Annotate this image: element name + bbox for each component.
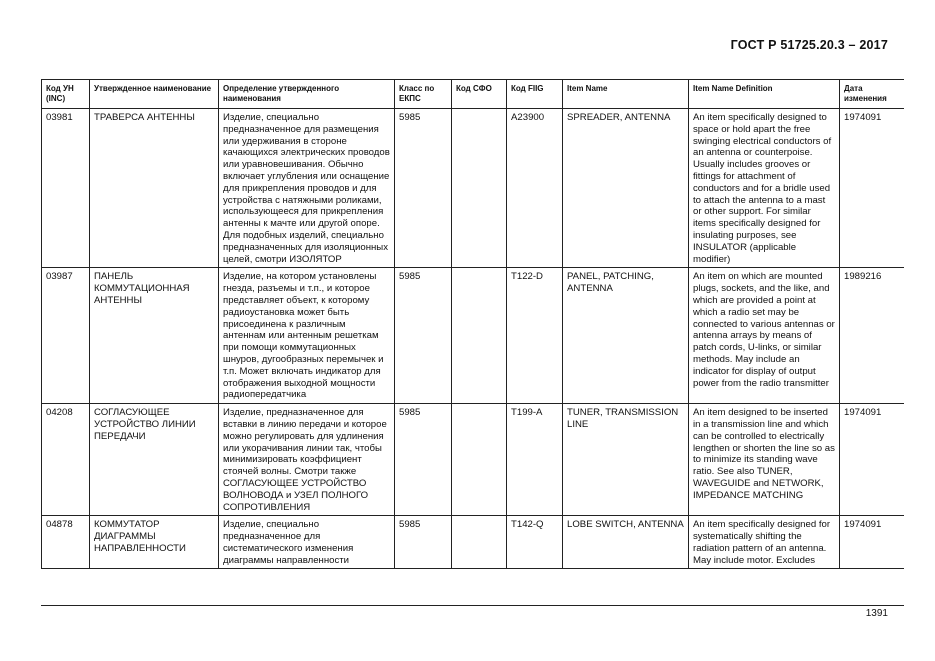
- col-header-name-en: Item Name: [563, 80, 689, 109]
- col-header-fiig: Код FIIG: [507, 80, 563, 109]
- cell-class: 5985: [395, 109, 452, 268]
- cell-sfo: [452, 404, 507, 516]
- cell-def-ru: Изделие, специально предназначенное для систематического изменения диаграммы направленности: [219, 516, 395, 569]
- cell-inc: 04878: [42, 516, 90, 569]
- cell-inc: 04208: [42, 404, 90, 516]
- cell-date: 1974091: [840, 516, 905, 569]
- cell-def-en: An item specifically designed to space or hold apart the free swinging electrical conductors of an antenna or counterpoise. Usually includes grooves or fittings for attachment of conductors and for a bridle used to attach the antenna to a mast or other support. For similar items specifically designed for insulating purposes, see INSULATOR (applicable modifier): [689, 109, 840, 268]
- cell-def-en: An item on which are mounted plugs, sockets, and the like, and which are provided a point at which a radio set may be connected to various antennas or antenna arrays by means of patch cords, U-links, or similar methods. May include an indicator for display of output power from the radio transmitter: [689, 268, 840, 404]
- cell-date: 1974091: [840, 404, 905, 516]
- cell-name-ru: СОГЛАСУЮЩЕЕ УСТРОЙСТВО ЛИНИИ ПЕРЕДАЧИ: [90, 404, 219, 516]
- cell-def-en: An item designed to be inserted in a transmission line and which can be controlled to electrically lengthen or shorten the line so as to minimize its standing wave ratio. See also TUNER, WAVEGUIDE and NETWORK, IMPEDANCE MATCHING: [689, 404, 840, 516]
- cell-sfo: [452, 516, 507, 569]
- cell-inc: 03981: [42, 109, 90, 268]
- cell-fiig: T199-A: [507, 404, 563, 516]
- table-row: [42, 268, 905, 404]
- cell-name-en: LOBE SWITCH, ANTENNA: [563, 516, 689, 569]
- cell-name-en: PANEL, PATCHING, ANTENNA: [563, 268, 689, 404]
- col-header-def-ru: Определение утвержденного наименования: [219, 80, 395, 109]
- table-header-row: [42, 80, 905, 109]
- cell-name-ru: ТРАВЕРСА АНТЕННЫ: [90, 109, 219, 268]
- cell-class: 5985: [395, 404, 452, 516]
- col-header-inc: Код УН (INC): [42, 80, 90, 109]
- cell-fiig: T142-Q: [507, 516, 563, 569]
- page-number: 1391: [865, 608, 888, 619]
- cell-class: 5985: [395, 268, 452, 404]
- col-header-name-ru: Утвержденное наименование: [90, 80, 219, 109]
- table-row: [42, 404, 905, 516]
- cell-def-ru: Изделие, специально предназначенное для размещения или удерживания в стороне качающихся электрических проводов или уравновешивания. Обычно включает углубления или оснащение для прикрепления проводов и для устройства с натяжными роликами, использующееся для прикрепления антенны к мачте или другой опоре. Для подобных изделий, специально предназначенных для изоляционных целей, смотри ИЗОЛЯТОР: [219, 109, 395, 268]
- cell-inc: 03987: [42, 268, 90, 404]
- catalog-table: [41, 79, 904, 569]
- cell-date: 1974091: [840, 109, 905, 268]
- cell-name-en: SPREADER, ANTENNA: [563, 109, 689, 268]
- cell-sfo: [452, 268, 507, 404]
- cell-fiig: A23900: [507, 109, 563, 268]
- col-header-date: Дата изменения: [840, 80, 905, 109]
- cell-name-ru: КОММУТАТОР ДИАГРАММЫ НАПРАВЛЕННОСТИ: [90, 516, 219, 569]
- cell-date: 1989216: [840, 268, 905, 404]
- catalog-table-container: [41, 79, 904, 606]
- cell-def-ru: Изделие, предназначенное для вставки в линию передачи и которое можно регулировать для удлинения или укорачивания линии так, чтобы минимизировать коэффициент стоячей волны. Смотри также СОГЛАСУЮЩЕЕ УСТРОЙСТВО ВОЛНОВОДА и УЗЕЛ ПОЛНОГО СОПРОТИВЛЕНИЯ: [219, 404, 395, 516]
- table-row: [42, 109, 905, 268]
- cell-sfo: [452, 109, 507, 268]
- cell-class: 5985: [395, 516, 452, 569]
- cell-fiig: T122-D: [507, 268, 563, 404]
- cell-name-en: TUNER, TRANSMISSION LINE: [563, 404, 689, 516]
- col-header-class: Класс по ЕКПС: [395, 80, 452, 109]
- cell-name-ru: ПАНЕЛЬ КОММУТАЦИОННАЯ АНТЕННЫ: [90, 268, 219, 404]
- table-row: [42, 516, 905, 569]
- document-title: ГОСТ Р 51725.20.3 – 2017: [730, 38, 888, 52]
- cell-def-ru: Изделие, на котором установлены гнезда, разъемы и т.п., и которое представляет объект, к которому радиоустановка может быть присоединена к различным антеннам или антенным решеткам при помощи коммутационных шнуров, дугообразных перемычек и т.п. Может включать индикатор для отображения выходной мощности радиопередатчика: [219, 268, 395, 404]
- cell-def-en: An item specifically designed for systematically shifting the radiation pattern of an antenna. May include motor. Excludes: [689, 516, 840, 569]
- col-header-sfo: Код СФО: [452, 80, 507, 109]
- col-header-def-en: Item Name Definition: [689, 80, 840, 109]
